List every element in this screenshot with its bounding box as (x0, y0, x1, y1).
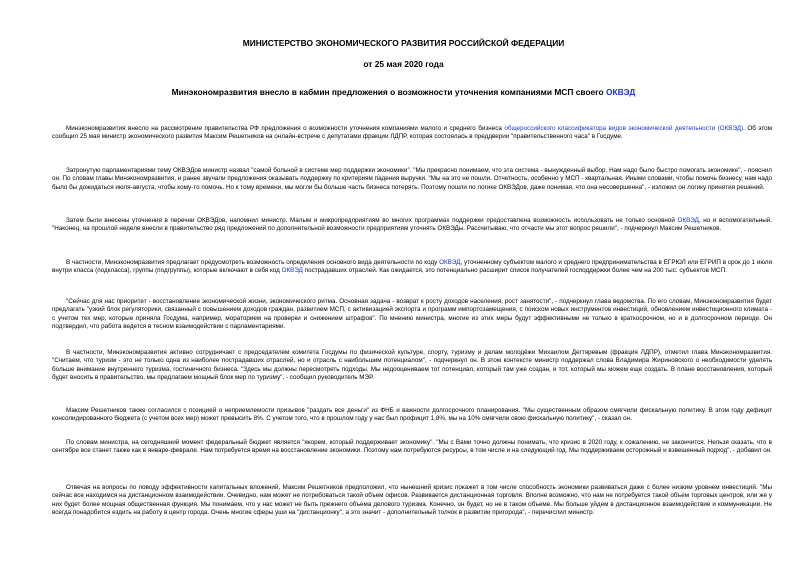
paragraph-6: В частности, Минэкономразвития активно сотрудничает с председателем комитета Госдумы по физической культуре, спорту, туризму и делам молодёжи Михаилом Дегтяревым (фракция ЛДПР), отметил глава Минэкономразвития. "Считаем, что туризм - это не только одна из наиболее пострадавших отраслей, но и отрасль с наибольшим потенциалом", - подчеркнул он. В этом контексте министр поддержал слова Владимира Жириновского о необходимости уделять больше внимание внутреннего туризма, гостиничного бизнеса. "Здесь мы должны пересмотреть подходы. Мы недооцениваем тот потенциал, который там уже создан, и тот, который мы можем еще создать. В плане восстановления, который будет вносить в правительство, мы предлагаем мощный блок мер по туризму", - сообщил руководитель МЭР. (52, 349, 772, 381)
paragraph-1 (52, 125, 772, 142)
okved-link[interactable]: ОКВЭД (677, 217, 699, 224)
paragraph-9: Отвечая на вопросы по поводу эффективности капитальных вложений, Максим Решетников предположил, что нынешний кризис покажет в том числе способность экономики развиваться даже с более низким уровнем инвестиций. "Мы сейчас все находимся на дистанционном взаимодействии. Очевидно, нам может не потребоваться такой объем офисов. Развивается дистанционная торговля. Вполне возможно, что нам не потребуется такой объем торговых центров, или же у них будет более мощная общественная функция. Мы понимаем, что у нас может не быть прежнего объема делового туризма. Конечно, он будет, но не в таком объеме. Мы больше уйдем в дистанционное взаимодействие и коммуникации. Не всегда понадобится ездить на работу в центр города. Очень многие сферы уши на "дистанционку", а это значит - дополнительный толчок в развитии пригорода", - перечислил министр. (52, 484, 772, 516)
page-title (0, 87, 807, 97)
paragraph-5: "Сейчас для нас приоритет - восстановление экономической жизни, экономического ритма. Основная задача - возврат к росту доходов населения, рост занятости", - подчеркнул глава ведомства. По его словам, Минэкономразвития будет предлагать "узкий блок регуляторики, связанный с повышением доходов граждан, развитием МСП, с активизацией экспорта и программ импортозамещения, с поиском новых инструментов инвестиций, обновлением инвестиционного климата - с учетом тех мер, которые приняла Госдума, например, мораторием на проверки и снижением штрафов". По мнению министра, многие из этих меры будут эффективными не только в краткосрочном, но и в долгосрочном периоде. Он подтвердил, что работа ведется в тесном взаимодействии с парламентариями. (52, 298, 772, 330)
date-heading: от 25 мая 2020 года (363, 59, 444, 69)
paragraph-4 (52, 259, 772, 276)
ministry-heading: МИНИСТЕРСТВО ЭКОНОМИЧЕСКОГО РАЗВИТИЯ РОССИЙСКОЙ ФЕДЕРАЦИИ (242, 38, 565, 48)
paragraph-1-text-b: . Об этом сообщил 25 мая министр экономического развития Максим Решетников на онлайн-встрече с депутатами фракции ЛДПР, которая состоялась в преддверии "правительственного часа" в Госдуме. (52, 125, 772, 141)
paragraph-2: Затронутую парламентариями тему ОКВЭДов министр назвал "самой больной в системе мер поддержки экономики". "Мы прекрасно понимаем, что эта система - вынужденный выбор. Нам надо было быстро помогать экономике", - пояснил он. По словам главы Минэкономразвития, и ранее звучали предложения оказывать поддержку по критериям падения выручки. "Мы на это не пошли. Отчетность, особенно у МСП - квартальная. Иными словами, чтобы помочь бизнесу, нам надо было бы дожидаться июля-августа, чтобы кому-то помочь. Но к тому времени, мы могли бы больше часть бизнеса потерять. Поэтому пошли по логике ОКВЭДов, даже понимая, что она несовершенна", - изложил он логику принятия решений. (52, 167, 772, 191)
okved-classifier-link[interactable]: общероссийского классификатора видов экономической деятельности (ОКВЭД) (504, 125, 744, 132)
title-text: Минэкономразвития внесло в кабмин предложения о возможности уточнения компаниями МСП своего (171, 87, 606, 97)
paragraph-7: Максим Решетников также согласился с позицией о неприемлемости призывов "раздать все деньги" из ФНБ и важности долгосрочного планирования. "Мы существенным образом смягчили фискальную политику. В этом году дефицит консолидированного бюджета (с учетом всех мер) может превысить 8%. С учетом того, что в прошлом году у нас был профицит 1,8%, мы на 10% смягчили свою фискальную политику", - сказал он. (52, 407, 772, 423)
paragraph-3-text-b: , но и вспомогательный. "Наконец, на прошлой неделе внесли в правительство ряд предложений по дополнительной возможности предприятиям уточнять ОКВЭДы. Рассчитываю, что отчасти мы этот вопрос решили", - подчеркнул Максим Решетников. (52, 217, 773, 233)
paragraph-3 (52, 217, 772, 234)
paragraph-8: По словам министра, на сегодняшний момент федеральный бюджет является "якорем, который поддерживает экономику". "Мы с Вами точно должны понимать, что кризис в 2020 году, к сожалению, не закончится. Нельзя сказать, что в сентябре все станет также как в январе-феврале. Нам потребуется время на восстановление экономики. Поэтому нам потребуются ресурсы, в том числе и на следующий год. Мы поддерживаем осторожный и взвешенный подход", - добавил он. (52, 439, 772, 455)
paragraph-4-text-b: , уточненному субъектом малого и среднего предпринимательства в ЕГРЮЛ или ЕГРИП в срок до 1 июля внутри класса (подкласса), группы (подгруппы), которые включают в себя код (52, 259, 773, 275)
title-okved-link[interactable]: ОКВЭД (605, 87, 636, 97)
okved-link[interactable]: ОКВЭД (281, 267, 303, 275)
paragraph-1-text-a: Минэкономразвития внесло на рассмотрение правительства РФ предложения о возможности уточнения компаниями малого и среднего бизнеса (66, 125, 505, 132)
paragraph-4-text-c: пострадавших отраслей. Как ожидается, это потенциально расширит список получателей господдержки более чем на 200 тыс. субъектов МСП. (302, 267, 727, 275)
paragraph-4-text-a: В частности, Минэкономразвития предлагает предусмотреть возможность определения основного вида деятельности по коду (66, 259, 440, 266)
okved-link[interactable]: ОКВЭД (439, 259, 461, 266)
paragraph-3-text-a: Затем были внесены уточнения в перечни ОКВЭДов, напомнил министр. Малым и микропредприятиям во многих программах поддержки предоставлена возможность использовать не только основной (66, 217, 678, 224)
